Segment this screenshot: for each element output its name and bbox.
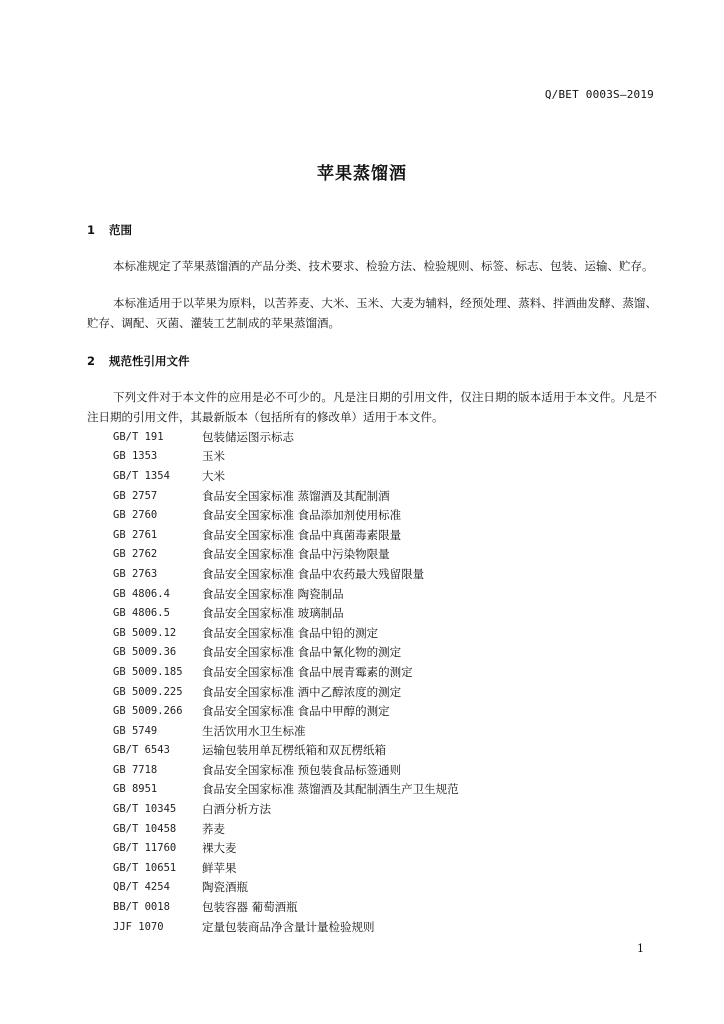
reference-item (113, 603, 459, 623)
reference-name: 食品安全国家标准 预包装食品标签通则 (202, 762, 402, 777)
reference-code: GB 5009.185 (113, 665, 183, 678)
reference-code: GB 2760 (113, 509, 158, 522)
reference-list (113, 427, 459, 936)
section-2-title: 规范性引用文件 (109, 354, 190, 368)
reference-item (113, 838, 459, 858)
reference-code: GB 4806.5 (113, 607, 170, 620)
reference-name: 大米 (202, 468, 225, 483)
reference-name: 食品安全国家标准 玻璃制品 (202, 606, 344, 621)
reference-name: 陶瓷酒瓶 (202, 880, 248, 895)
reference-code: GB 8951 (113, 783, 158, 796)
reference-code: GB/T 10651 (113, 861, 177, 874)
reference-name: 食品安全国家标准 食品中展青霉素的测定 (202, 664, 413, 679)
scope-paragraph-2: 本标准适用于以苹果为原料，以苦荞麦、大米、玉米、大麦为辅料，经预处理、蒸料、拌酒曲发酵、蒸馏、贮存、调配、灭菌、灌装工艺制成的苹果蒸馏酒。 (87, 296, 657, 330)
reference-code: GB 2762 (113, 548, 158, 561)
reference-code: GB 5749 (113, 724, 158, 737)
reference-name: 食品安全国家标准 陶瓷制品 (202, 586, 344, 601)
reference-code: GB 5009.266 (113, 705, 183, 718)
reference-code: GB/T 11760 (113, 842, 177, 855)
reference-code: GB 5009.12 (113, 626, 177, 639)
reference-name: 食品安全国家标准 食品中甲醇的测定 (202, 704, 390, 719)
reference-name: 包装储运图示标志 (202, 429, 294, 444)
reference-code: GB 2763 (113, 567, 158, 580)
reference-item (113, 780, 459, 800)
reference-item (113, 643, 459, 663)
reference-name: 裸大麦 (202, 841, 237, 856)
section-2-number: 2 (87, 354, 96, 368)
reference-item (113, 701, 459, 721)
section-1-number: 1 (87, 223, 96, 237)
reference-code: QB/T 4254 (113, 881, 170, 894)
page-number: 1 (637, 942, 644, 955)
standard-code: Q/BET 0003S—2019 (544, 88, 654, 101)
reference-item (113, 878, 459, 898)
reference-name: 运输包装用单瓦楞纸箱和双瓦楞纸箱 (202, 743, 386, 758)
reference-code: GB 4806.4 (113, 587, 170, 600)
reference-code: GB 7718 (113, 763, 158, 776)
reference-code: GB 5009.36 (113, 646, 177, 659)
reference-code: GB/T 10345 (113, 803, 177, 816)
reference-code: GB 5009.225 (113, 685, 183, 698)
reference-item (113, 760, 459, 780)
reference-item (113, 447, 459, 467)
reference-item (113, 897, 459, 917)
reference-item (113, 819, 459, 839)
scope-paragraph-1: 本标准规定了苹果蒸馏酒的产品分类、技术要求、检验方法、检验规则、标签、标志、包装、运输、贮存。 (113, 259, 654, 273)
section-1-heading (87, 222, 132, 238)
reference-item (113, 584, 459, 604)
references-intro: 下列文件对于本文件的应用是必不可少的。凡是注日期的引用文件，仅注日期的版本适用于本文件。凡是不注日期的引用文件，其最新版本（包括所有的修改单）适用于本文件。 (87, 390, 657, 424)
reference-item (113, 917, 459, 937)
reference-code: GB/T 10458 (113, 822, 177, 835)
reference-name: 食品安全国家标准 食品中铅的测定 (202, 625, 379, 640)
reference-item (113, 721, 459, 741)
reference-item (113, 623, 459, 643)
reference-item (113, 682, 459, 702)
reference-name: 食品安全国家标准 食品中污染物限量 (202, 547, 390, 562)
reference-name: 生活饮用水卫生标准 (202, 723, 306, 738)
reference-name: 食品安全国家标准 食品中农药最大残留限量 (202, 566, 425, 581)
reference-name: 食品安全国家标准 食品中氰化物的测定 (202, 645, 402, 660)
reference-name: 食品安全国家标准 食品添加剂使用标准 (202, 508, 402, 523)
reference-code: GB/T 6543 (113, 744, 170, 757)
reference-name: 食品安全国家标准 酒中乙醇浓度的测定 (202, 684, 402, 699)
reference-code: JJF 1070 (113, 920, 164, 933)
reference-name: 鲜苹果 (202, 860, 237, 875)
reference-name: 玉米 (202, 449, 225, 464)
reference-item (113, 466, 459, 486)
section-1-title: 范围 (109, 223, 133, 237)
reference-name: 荞麦 (202, 821, 225, 836)
reference-item (113, 505, 459, 525)
reference-code: BB/T 0018 (113, 901, 170, 914)
reference-item (113, 545, 459, 565)
document-title: 苹果蒸馏酒 (317, 164, 407, 184)
section-2-heading (87, 353, 190, 369)
reference-item (113, 741, 459, 761)
reference-name: 食品安全国家标准 蒸馏酒及其配制酒 (202, 488, 390, 503)
reference-name: 定量包装商品净含量计量检验规则 (202, 919, 375, 934)
reference-name: 食品安全国家标准 蒸馏酒及其配制酒生产卫生规范 (202, 782, 459, 797)
reference-code: GB 2761 (113, 528, 158, 541)
reference-item (113, 799, 459, 819)
reference-code: GB 2757 (113, 489, 158, 502)
reference-name: 食品安全国家标准 食品中真菌毒素限量 (202, 527, 402, 542)
reference-name: 白酒分析方法 (202, 802, 271, 817)
reference-item (113, 486, 459, 506)
reference-item (113, 427, 459, 447)
reference-code: GB/T 1354 (113, 469, 170, 482)
reference-code: GB 1353 (113, 450, 158, 463)
reference-name: 包装容器 葡萄酒瓶 (202, 900, 298, 915)
reference-item (113, 662, 459, 682)
reference-item (113, 525, 459, 545)
reference-code: GB/T 191 (113, 430, 164, 443)
reference-item (113, 858, 459, 878)
reference-item (113, 564, 459, 584)
